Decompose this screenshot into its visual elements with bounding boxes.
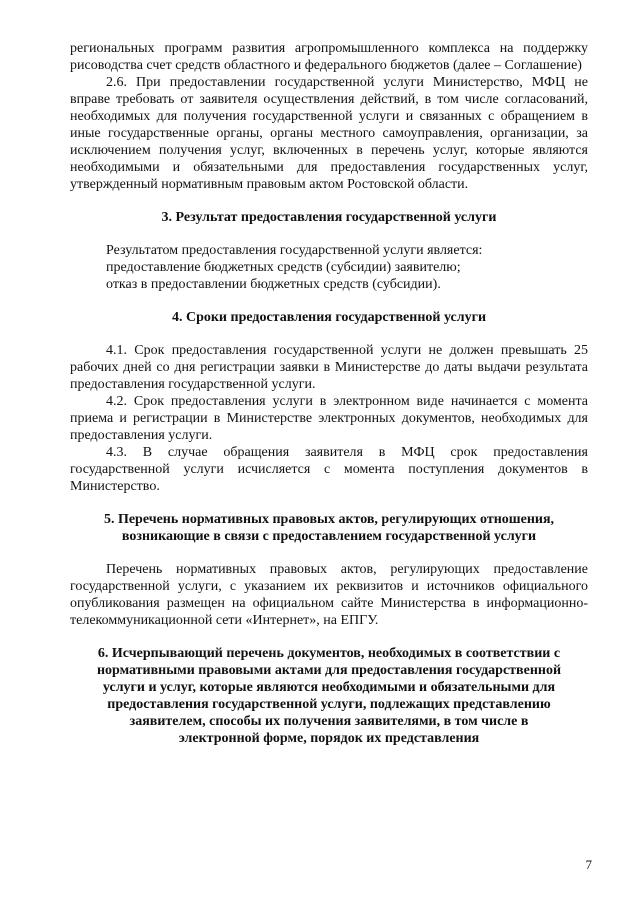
page-number: 7	[585, 857, 592, 872]
section-3-line-2: предоставление бюджетных средств (субсидии) заявителю;	[106, 260, 461, 275]
section-5-title: 5. Перечень нормативных правовых актов, регулирующих отношения, возникающие в связи с предоставлением государственной услуги	[103, 512, 555, 544]
paragraph-5-1: Перечень нормативных правовых актов, регулирующих предоставление государственной услуги, с указанием их реквизитов и источников официального опубликования размещен на официальном сайте Министерства в информационно-телекоммуникационной сети «Интернет», на ЕПГУ.	[70, 562, 588, 628]
section-3-line-3: отказ в предоставлении бюджетных средств (субсидии).	[106, 277, 441, 292]
paragraph-2-6: 2.6. При предоставлении государственной услуги Министерство, МФЦ не вправе требовать от заявителя осуществления действий, в том числе согласований, необходимых для получения государственной услуги и связанных с обращением в иные государственные органы, органы местного самоуправления, организации, за исключением получения услуг, включенных в перечень услуг, которые являются необходимыми и обязательными для предоставления государственных услуг, утвержденный нормативным правовым актом Ростовской области.	[70, 75, 588, 192]
section-4-title: 4. Сроки предоставления государственной услуги	[171, 310, 487, 325]
paragraph-4-3: 4.3. В случае обращения заявителя в МФЦ срок предоставления государственной услуги исчисляется с момента поступления документов в Министерство.	[70, 445, 588, 494]
paragraph-continuation: региональных программ развития агропромышленного комплекса на поддержку рисоводства счет средств областного и федерального бюджетов (далее – Соглашение)	[70, 41, 588, 73]
paragraph-4-1: 4.1. Срок предоставления государственной услуги не должен превышать 25 рабочих дней со дня регистрации заявки в Министерстве до даты выдачи результата предоставления государственной услуги.	[70, 343, 588, 392]
section-6-title: 6. Исчерпывающий перечень документов, необходимых в соответствии с нормативными правовыми актами для предоставления государственной услуги и услуг, которые являются необходимыми и обязательными для предоставления государственной услуги, подлежащих представлению заявителем, способы их получения заявителями, в том числе в электронной форме, порядок их представления	[96, 646, 562, 746]
paragraph-4-2: 4.2. Срок предоставления услуги в электронном виде начинается с момента приема и регистрации в Министерстве электронных документов, необходимых для предоставления услуги.	[70, 394, 588, 443]
section-3-line-1: Результатом предоставления государственной услуги является:	[106, 243, 483, 258]
section-3-title: 3. Результат предоставления государственной услуги	[161, 210, 497, 225]
